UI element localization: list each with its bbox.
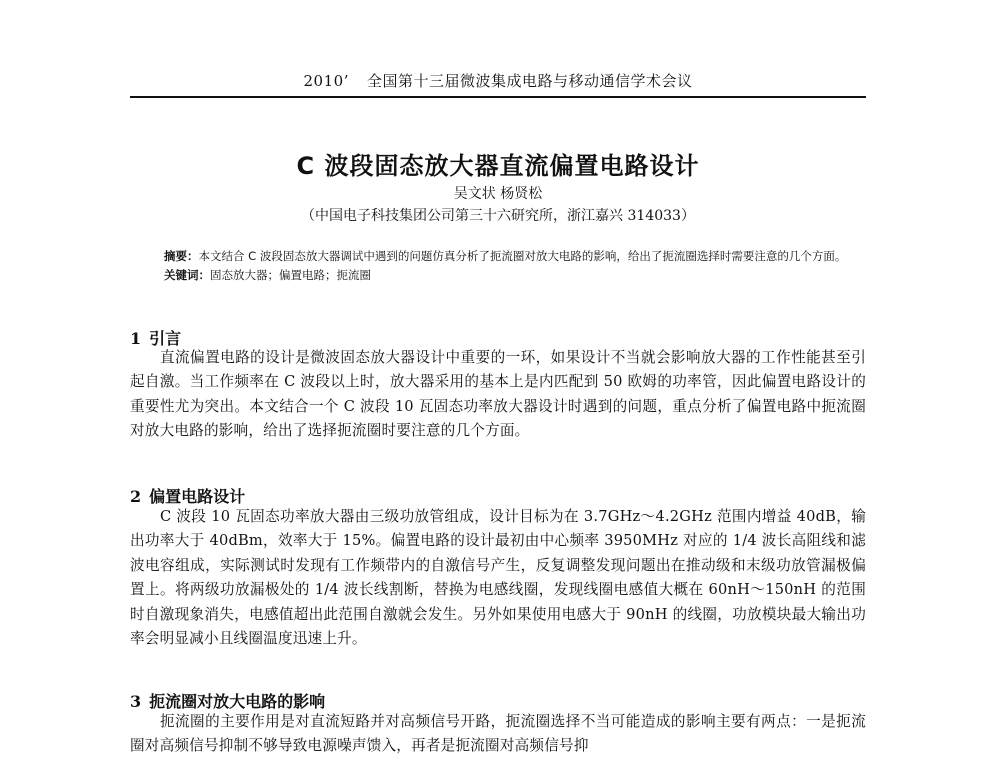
section-number: 3 xyxy=(130,692,142,711)
section-body-1: 直流偏置电路的设计是微波固态放大器设计中重要的一环，如果设计不当就会影响放大器的工作性能甚至引起自激。当工作频率在 C 波段以上时，放大器采用的基本上是内匹配到 50 欧姆的功率管，因此偏置电路设计的重要性尤为突出。本文结合一个 C 波段 10 瓦固态功率放大器设计时遇到的问题，重点分析了偏置电路中扼流圈对放大电路的影响，给出了选择扼流圈时要注意的几个方面。 xyxy=(130,349,866,440)
paper-authors: 吴文状 杨贤松 xyxy=(453,186,543,202)
section-heading-2 xyxy=(130,484,245,507)
paper-affiliation: （中国电子科技集团公司第三十六研究所，浙江嘉兴 314033） xyxy=(301,208,695,224)
section-number: 2 xyxy=(130,487,142,506)
keywords-text: 固态放大器；偏置电路；扼流圈 xyxy=(210,268,371,282)
section-heading-3 xyxy=(130,689,325,712)
abstract-text: 本文结合 C 波段固态放大器调试中遇到的问题仿真分析了扼流圈对放大电路的影响，给出了扼流圈选择时需要注意的几个方面。 xyxy=(198,249,847,263)
running-header xyxy=(130,70,866,91)
keywords-label: 关键词： xyxy=(164,268,210,282)
abstract-label: 摘要： xyxy=(164,249,199,263)
conference-year: 2010’ xyxy=(303,72,349,90)
keywords xyxy=(130,266,866,285)
header-rule xyxy=(130,96,866,98)
section-title: 引言 xyxy=(149,329,182,348)
section-body-2: C 波段 10 瓦固态功率放大器由三级功放管组成，设计目标为在 3.7GHz～4.2GHz 范围内增益 40dB，输出功率大于 40dBm，效率大于 15%。偏置电路的设计最初由中心频率 3950MHz 对应的 1/4 波长高阻线和滤波电容组成，实际测试时发现有工作频带内的自激信号产生，反复调整发现问题出在推动级和末级功放管漏极偏置上。将两级功放漏极处的 1/4 波长线割断，替换为电感线圈，发现线圈电感值大概在 60nH～150nH 的范围时自激现象消失，电感值超出此范围自激就会发生。另外如果使用电感大于 90nH 的线圈，功放模块最大输出功率会明显减小且线圈温度迅速上升。 xyxy=(130,508,866,648)
abstract-block xyxy=(130,247,866,285)
conference-name: 全国第十三届微波集成电路与移动通信学术会议 xyxy=(366,72,693,90)
section-number: 1 xyxy=(130,329,142,348)
abstract xyxy=(130,247,866,266)
section-body-3: 扼流圈的主要作用是对直流短路并对高频信号开路，扼流圈选择不当可能造成的影响主要有两点：一是扼流圈对高频信号抑制不够导致电源噪声馈入，再者是扼流圈对高频信号抑 xyxy=(130,713,866,755)
paper-title: C 波段固态放大器直流偏置电路设计 xyxy=(296,152,700,180)
section-title: 偏置电路设计 xyxy=(149,487,246,506)
section-title: 扼流圈对放大电路的影响 xyxy=(149,692,326,711)
